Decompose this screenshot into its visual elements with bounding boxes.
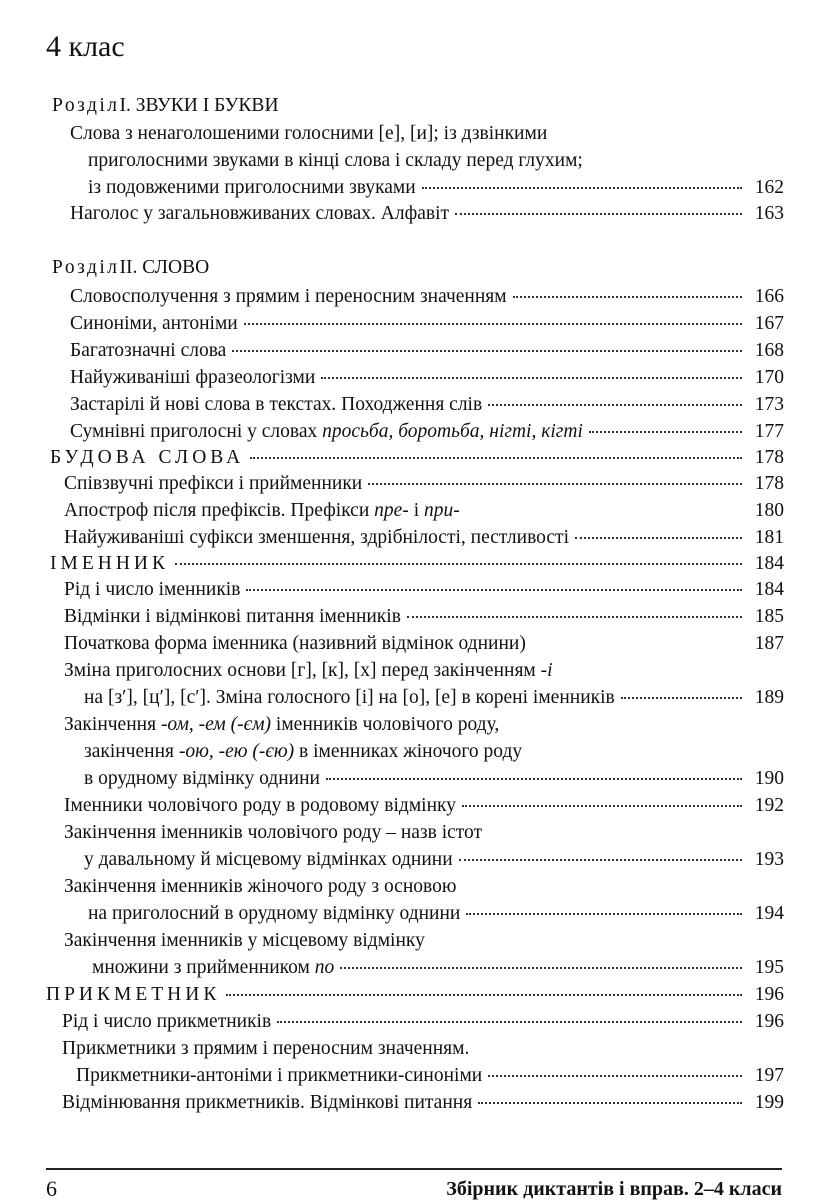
toc-entry-text: Рід і число іменників (64, 579, 241, 600)
page-number: 184 (754, 553, 784, 574)
page-number: 195 (754, 957, 784, 978)
page-number: 170 (754, 367, 784, 388)
toc-entry[interactable] (70, 393, 784, 417)
page-number: 167 (754, 313, 784, 334)
toc-entry-italic: -ом, -ем (-єм) (160, 714, 272, 735)
toc-entry-italic: -і (540, 660, 553, 681)
page-number: 199 (754, 1092, 784, 1113)
page-number: 184 (754, 579, 784, 600)
toc-entry[interactable] (70, 285, 784, 309)
dot-leader (277, 1021, 742, 1023)
toc-entry-line (88, 149, 583, 173)
block-title: ІМЕННИК (50, 553, 169, 574)
toc-entry-line (64, 875, 456, 899)
dot-leader (466, 913, 742, 915)
page-number: 192 (754, 795, 784, 816)
dot-leader (459, 859, 742, 861)
footer-book-title: Збірник диктантів і вправ. 2–4 класи (446, 1178, 782, 1200)
toc-entry-text: Сумнівні приголосні у словах (70, 421, 323, 442)
toc-entry[interactable] (64, 578, 784, 602)
toc-entry-text: Початкова форма іменника (називний відмінок однини) (64, 633, 526, 654)
toc-entry-italic: пре- (374, 500, 409, 521)
toc-entry[interactable] (70, 339, 784, 363)
toc-entry-text: Найуживаніші фразеологізми (70, 367, 316, 388)
page-number: 178 (754, 447, 784, 468)
dot-leader (422, 187, 742, 189)
page-number: 197 (754, 1065, 784, 1086)
page-number: 196 (754, 984, 784, 1005)
page-number: 193 (754, 849, 784, 870)
toc-entry-text: приголосними звуками в кінці слова і складу перед глухим; (88, 150, 583, 171)
toc-entry[interactable] (70, 312, 784, 336)
dot-leader (175, 563, 742, 565)
page-number: 173 (754, 394, 784, 415)
toc-block-heading[interactable] (50, 552, 784, 576)
toc-entry[interactable] (64, 499, 784, 523)
toc-entry-text: іменників чоловічого роду, (271, 714, 500, 735)
toc-entry[interactable] (62, 1010, 784, 1034)
dot-leader (340, 967, 742, 969)
dot-leader (368, 483, 742, 485)
dot-leader (621, 697, 742, 699)
toc-block-heading[interactable] (50, 446, 784, 470)
toc-entry-text: Співзвучні префікси і прийменники (64, 473, 363, 494)
dot-leader (513, 296, 742, 298)
toc-entry-text: Рід і число прикметників (62, 1011, 272, 1032)
toc-entry[interactable] (64, 472, 784, 496)
toc-entry-italic: при- (423, 500, 460, 521)
toc-entry-text: Словосполучення з прямим і переносним значенням (70, 286, 507, 307)
toc-entry-line (70, 122, 547, 146)
dot-leader (326, 778, 742, 780)
page-number: 163 (754, 203, 784, 224)
toc-entry-text: Прикметники-антоніми і прикметники-синоніми (76, 1065, 483, 1086)
toc-entry-text: Найуживаніші суфікси зменшення, здрібнілості, пестливості (64, 527, 569, 548)
toc-entry-text: Апостроф після префіксів. Префікси (64, 500, 375, 521)
dot-leader (488, 404, 742, 406)
toc-entry-text: на приголосний в орудному відмінку однини (88, 903, 461, 924)
toc-entry-text: у давальному й місцевому відмінках однини (84, 849, 453, 870)
toc-entry-text: Закінчення іменників жіночого роду з основою (64, 876, 457, 897)
toc-entry-text: і (408, 500, 424, 521)
toc-entry-text: Багатозначні слова (70, 340, 227, 361)
toc-entry-text: Відмінювання прикметників. Відмінкові питання (62, 1092, 473, 1113)
toc-entry[interactable] (84, 848, 784, 872)
toc-entry[interactable] (64, 605, 784, 629)
toc-entry-text: множини з прийменником (92, 957, 315, 978)
toc-entry[interactable] (84, 686, 784, 710)
dot-leader (250, 457, 742, 459)
toc-entry[interactable] (76, 1064, 784, 1088)
toc-entry-line (62, 1037, 469, 1061)
toc-entry-text: Прикметники з прямим і переносним значенням. (62, 1038, 470, 1059)
dot-leader (589, 431, 742, 433)
toc-entry-line (64, 821, 482, 845)
page-number: 189 (754, 687, 784, 708)
page-number: 181 (754, 527, 784, 548)
page-number: 194 (754, 903, 784, 924)
page-number: 168 (754, 340, 784, 361)
section-prefix: Розділ (52, 95, 120, 116)
toc-entry[interactable] (88, 902, 784, 926)
toc-entry-line (64, 713, 499, 737)
dot-leader (575, 537, 742, 539)
page-number: 178 (754, 473, 784, 494)
page-number: 185 (754, 606, 784, 627)
toc-entry[interactable] (64, 526, 784, 550)
section-heading-2 (52, 256, 209, 280)
page-number: 190 (754, 768, 784, 789)
dot-leader (244, 323, 742, 325)
section-title: І. ЗВУКИ І БУКВИ (119, 95, 279, 116)
toc-entry[interactable] (88, 176, 784, 200)
toc-entry[interactable] (62, 1091, 784, 1115)
dot-leader (226, 994, 742, 996)
toc-entry-text: на [з′], [ц′], [с′]. Зміна голосного [і] на [о], [е] в корені іменників (84, 687, 615, 708)
page-number: 166 (754, 286, 784, 307)
dot-leader (478, 1102, 742, 1104)
section-heading-1 (52, 94, 279, 118)
dot-leader (232, 350, 742, 352)
page-number: 177 (754, 421, 784, 442)
dot-leader (407, 616, 742, 618)
block-title: ПРИКМЕТНИК (46, 984, 221, 1005)
dot-leader (488, 1075, 742, 1077)
toc-entry-text: Зміна приголосних основи [г], [к], [х] перед закінченням (64, 660, 541, 681)
toc-entry-italic: по (314, 957, 335, 978)
dot-leader (462, 805, 742, 807)
toc-entry-text: Застарілі й нові слова в текстах. Походження слів (70, 394, 483, 415)
toc-entry-text: Закінчення (64, 714, 161, 735)
page-number: 196 (754, 1011, 784, 1032)
page-number: 187 (754, 633, 784, 654)
dot-leader (246, 589, 742, 591)
toc-entry-line (64, 659, 553, 683)
toc-entry-italic: -ою, -ею (-єю) (178, 741, 295, 762)
toc-entry-text: Слова з ненаголошеними голосними [е], [и]; із дзвінкими (70, 123, 548, 144)
toc-entry[interactable] (70, 366, 784, 390)
toc-entry-text: Наголос у загальновживаних словах. Алфавіт (70, 203, 450, 224)
toc-entry-text: із подовженими приголосними звуками (88, 177, 416, 198)
block-title: БУДОВА СЛОВА (50, 447, 245, 468)
toc-entry[interactable] (70, 420, 784, 444)
footer-rule (46, 1168, 782, 1170)
toc-entry-text: в орудному відмінку однини (84, 768, 320, 789)
toc-entry-text: в іменниках жіночого роду (294, 741, 523, 762)
toc-entry-italic: просьба, боротьба, нігті, кігті (322, 421, 583, 442)
dot-leader (455, 213, 742, 215)
dot-leader (321, 377, 742, 379)
toc-entry-text: Іменники чоловічого роду в родовому відмінку (64, 795, 456, 816)
toc-entry-text: Закінчення іменників у місцевому відмінку (64, 930, 425, 951)
page-number: 180 (754, 500, 784, 521)
toc-entry-text: Синоніми, антоніми (70, 313, 238, 334)
toc-entry[interactable] (92, 956, 784, 980)
toc-entry[interactable] (64, 794, 784, 818)
toc-entry[interactable] (70, 202, 784, 226)
toc-entry-text: Відмінки і відмінкові питання іменників (64, 606, 401, 627)
toc-entry[interactable] (84, 767, 784, 791)
footer-page-number: 6 (46, 1176, 57, 1201)
toc-entry-line (84, 740, 522, 764)
page-number: 162 (754, 177, 784, 198)
page-heading: 4 клас (46, 30, 125, 63)
toc-entry[interactable] (64, 632, 784, 656)
toc-entry-text: закінчення (84, 741, 179, 762)
toc-entry-text: Закінчення іменників чоловічого роду – назв істот (64, 822, 483, 843)
toc-entry-line (64, 929, 425, 953)
section-prefix: Розділ (52, 257, 120, 278)
section-title: ІІ. СЛОВО (119, 257, 210, 278)
toc-block-heading[interactable] (46, 983, 784, 1007)
